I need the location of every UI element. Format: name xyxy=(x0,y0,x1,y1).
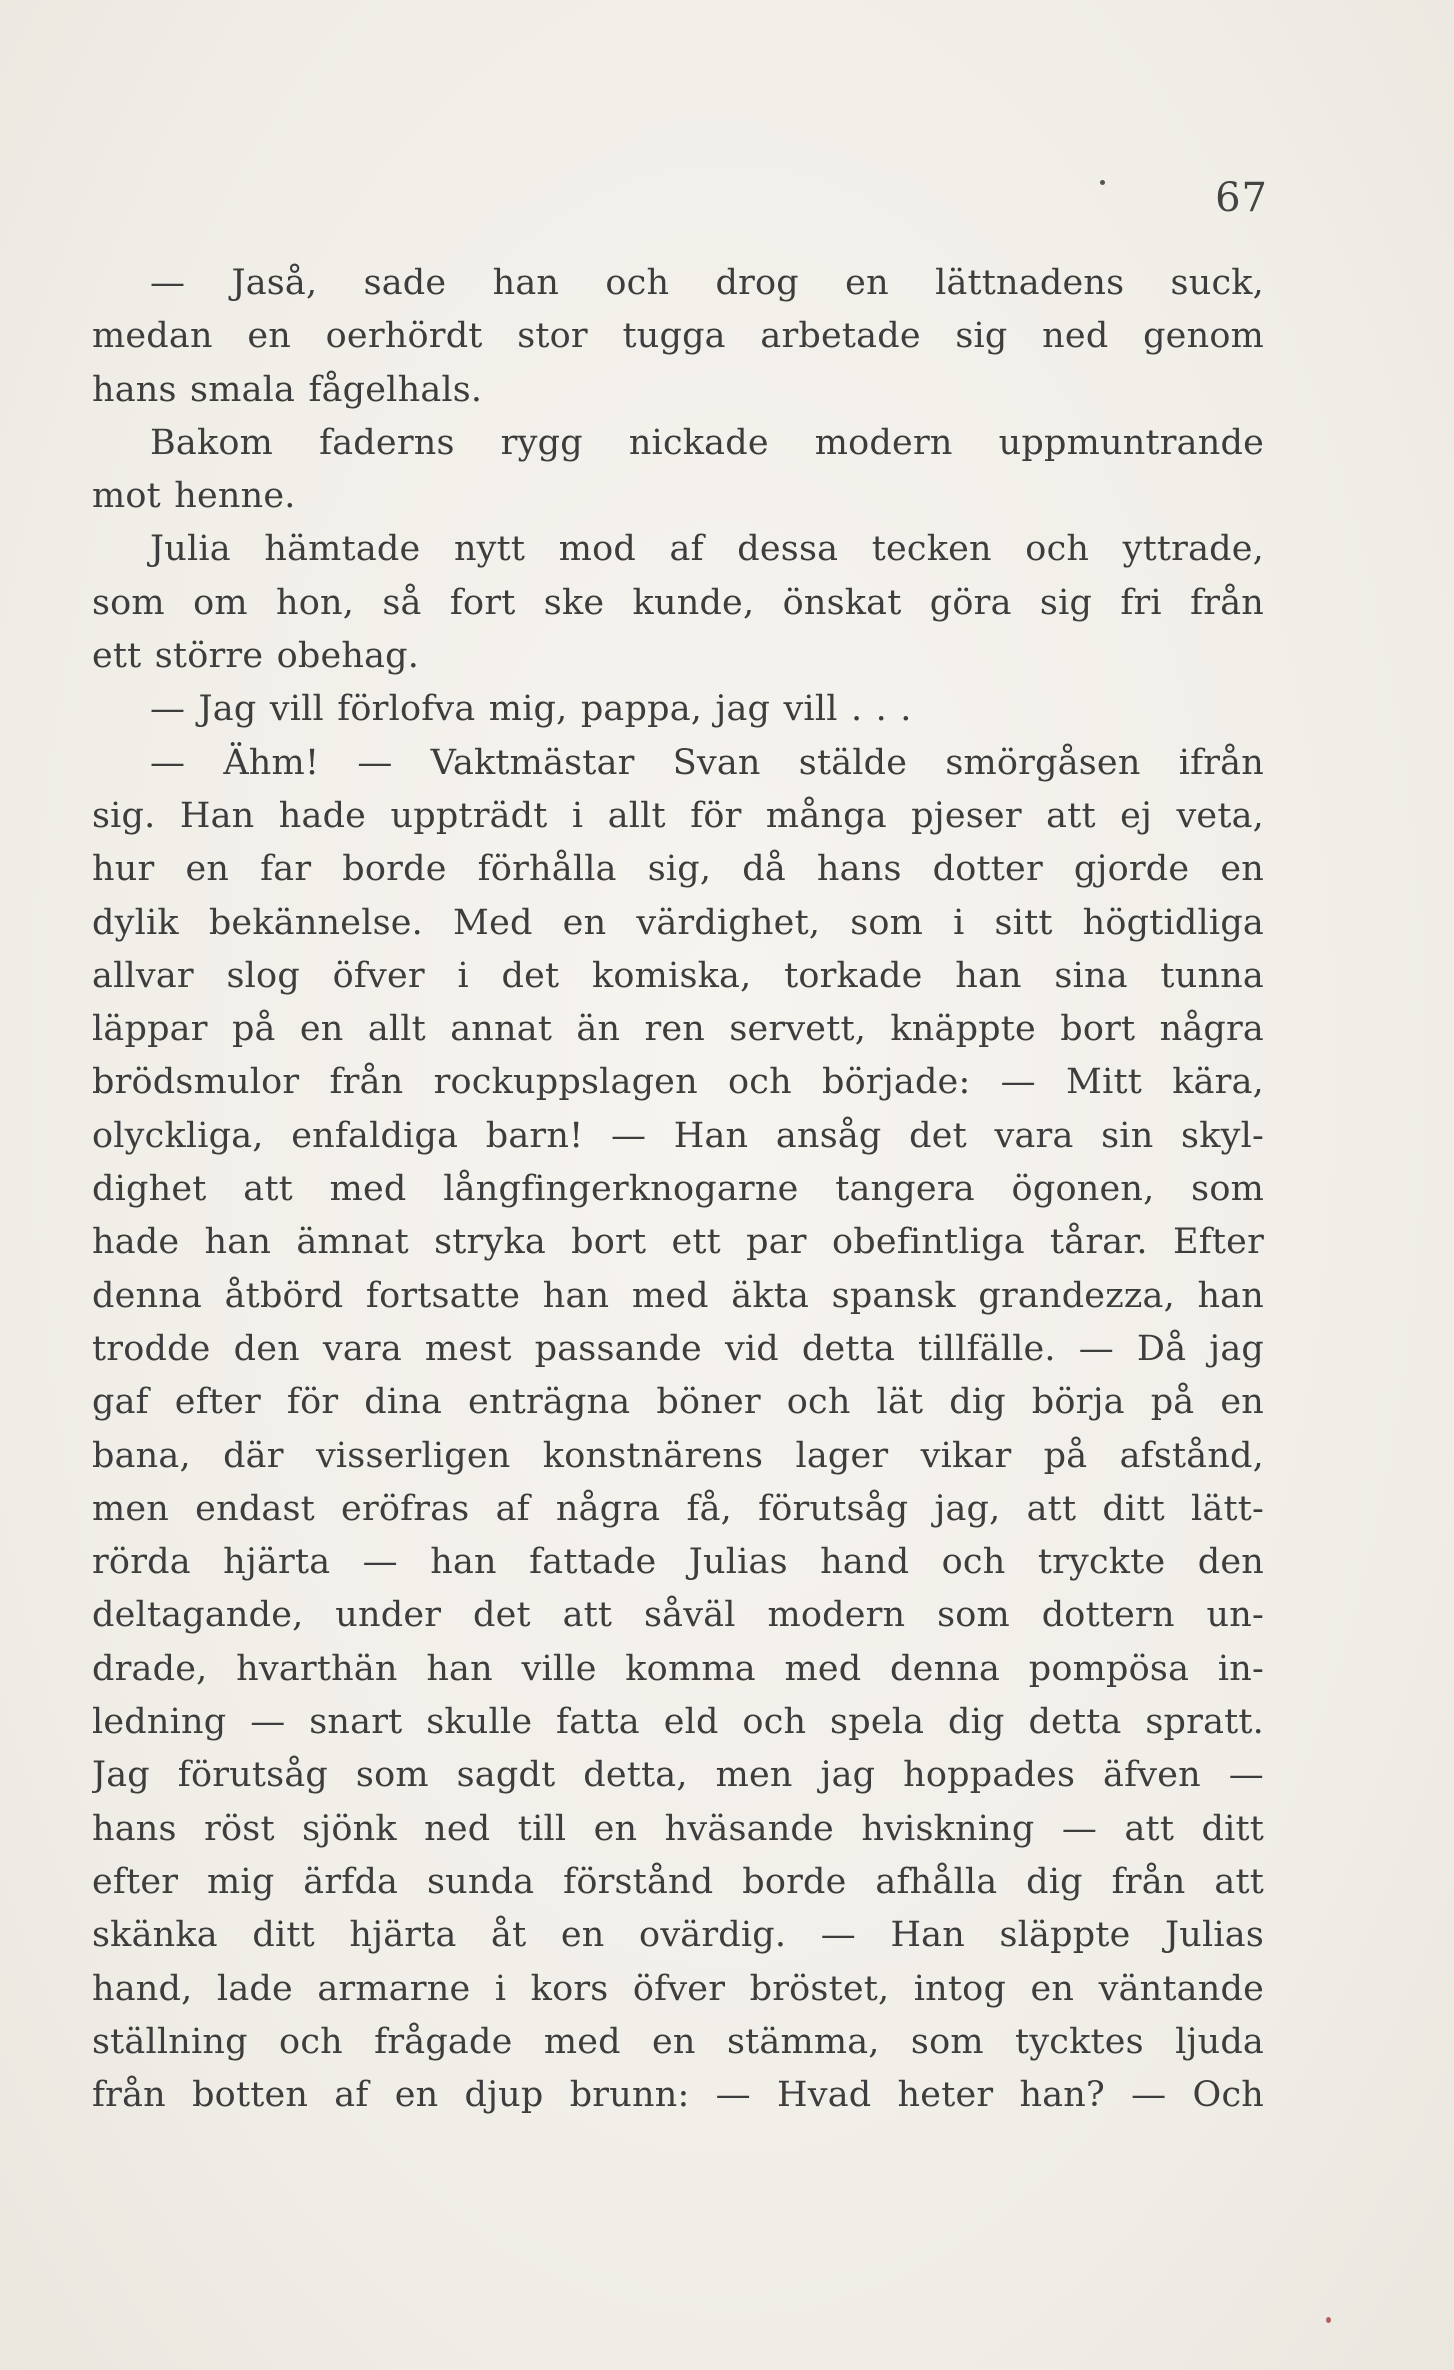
text-line: gaf efter för dina enträgna böner och lät dig börja på en xyxy=(92,1382,1264,1423)
text-line: dylik bekännelse. Med en värdighet, som i sitt högtidliga xyxy=(92,902,1264,943)
text-line: — Jaså, sade han och drog en lättnadens suck, xyxy=(150,263,1264,303)
text-line: deltagande, under det att såväl modern som dottern un- xyxy=(92,1595,1264,1636)
page-number: 67 xyxy=(1215,175,1268,221)
ink-speck xyxy=(1326,2317,1331,2323)
text-line: från botten af en djup brunn: — Hvad heter han? — Och xyxy=(92,2075,1264,2116)
text-line: olyckliga, enfaldiga barn! — Han ansåg det vara sin skyl- xyxy=(92,1115,1264,1156)
text-line: hans smala fågelhals. xyxy=(92,369,483,410)
text-line: rörda hjärta — han fattade Julias hand och tryckte den xyxy=(92,1542,1264,1583)
text-line: ett större obehag. xyxy=(92,636,420,677)
text-line: trodde den vara mest passande vid detta tillfälle. — Då jag xyxy=(92,1328,1264,1369)
text-line: Bakom faderns rygg nickade modern uppmuntrande xyxy=(150,422,1264,463)
text-line: brödsmulor från rockuppslagen och började: — Mitt kära, xyxy=(92,1062,1264,1103)
text-line: sig. Han hade uppträdt i allt för många pjeser att ej veta, xyxy=(92,795,1264,836)
text-line: mot henne. xyxy=(92,476,296,517)
text-line: — Jag vill förlofva mig, pappa, jag vill . . . xyxy=(150,689,912,730)
text-line: läppar på en allt annat än ren servett, knäppte bort några xyxy=(92,1009,1264,1050)
text-line: Julia hämtade nytt mod af dessa tecken och yttrade, xyxy=(150,529,1264,570)
print-speck xyxy=(1100,180,1105,185)
text-line: bana, där visserligen konstnärens lager vikar på afstånd, xyxy=(92,1435,1264,1476)
text-line: hans röst sjönk ned till en hväsande hviskning — att ditt xyxy=(92,1808,1264,1849)
body-text xyxy=(92,257,1264,2122)
text-line: hand, lade armarne i kors öfver bröstet, intog en väntande xyxy=(92,1968,1264,2009)
text-line: allvar slog öfver i det komiska, torkade han sina tunna xyxy=(92,955,1264,996)
text-line: — Ähm! — Vaktmästar Svan stälde smörgåsen ifrån xyxy=(150,742,1264,783)
text-line: efter mig ärfda sunda förstånd borde afhålla dig från att xyxy=(92,1861,1264,1902)
text-line: hade han ämnat stryka bort ett par obefintliga tårar. Efter xyxy=(92,1222,1264,1263)
text-line: ledning — snart skulle fatta eld och spela dig detta spratt. xyxy=(92,1702,1264,1743)
text-line: ställning och frågade med en stämma, som tycktes ljuda xyxy=(92,2021,1264,2062)
text-line: hur en far borde förhålla sig, då hans dotter gjorde en xyxy=(92,849,1264,890)
text-line: dighet att med långfingerknogarne tangera ögonen, som xyxy=(92,1169,1264,1210)
text-line: medan en oerhördt stor tugga arbetade sig ned genom xyxy=(92,316,1264,357)
text-line: som om hon, så fort ske kunde, önskat göra sig fri från xyxy=(92,582,1264,623)
text-line: men endast eröfras af några få, förutsåg jag, att ditt lätt- xyxy=(92,1488,1264,1529)
text-line: drade, hvarthän han ville komma med denna pompösa in- xyxy=(92,1648,1264,1689)
text-line: denna åtbörd fortsatte han med äkta spansk grandezza, han xyxy=(92,1275,1264,1316)
text-line: skänka ditt hjärta åt en ovärdig. — Han släppte Julias xyxy=(92,1915,1264,1956)
text-line: Jag förutsåg som sagdt detta, men jag hoppades äfven — xyxy=(92,1755,1264,1796)
